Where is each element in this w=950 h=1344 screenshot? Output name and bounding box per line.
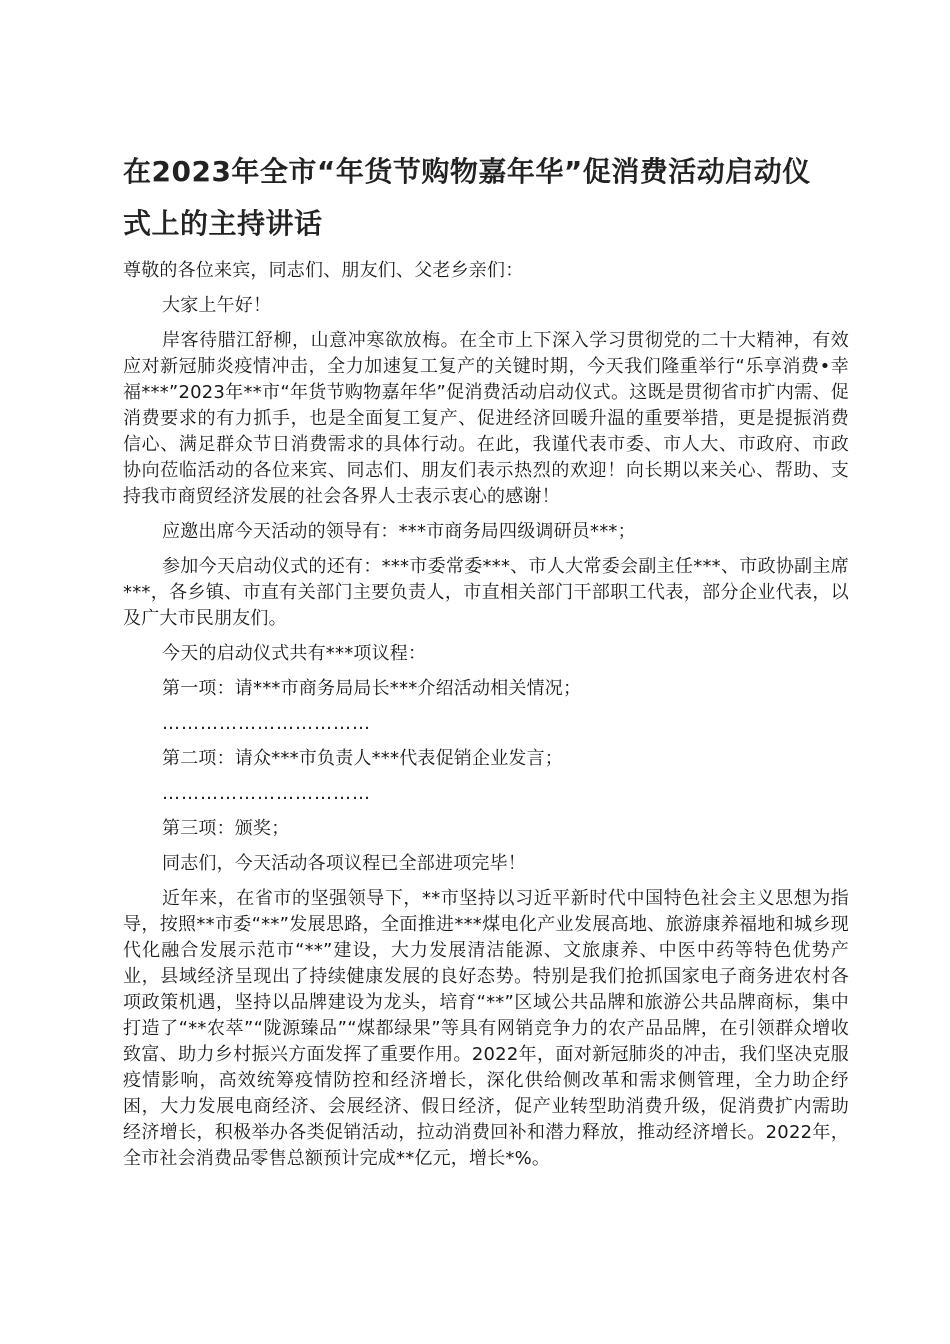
agenda-item-2: 第二项：请众***市负责人***代表促销企业发言； [162, 748, 563, 769]
agenda-complete-paragraph: 同志们，今天活动各项议程已全部进项完毕！ [162, 853, 526, 874]
agenda-item-1: 第一项：请***市商务局局长***介绍活动相关情况； [162, 678, 582, 699]
development-summary-paragraph: 近年来，在省市的坚强领导下，**市坚持以习近平新时代中国特色社会主义思想为指导，按照**市委“**”发展思路，全面推进***煤电化产业发展高地、旅游康养福地和城乡现代化融合发展示范市“**”建设，大力发展清洁能源、文旅康养、中医中药等特色优势产业，县域经济呈现出了持续健康发展的良好态势。特别是我们抢抓国家电子商务进农村各项政策机遇，坚持以品牌建设为龙头，培育“**”区域公共品牌和旅游公共品牌商标，集中打造了“**农萃”“陇源臻品”“煤都绿果”等具有网销竞争力的农产品品牌，在引领群众增收致富、助力乡村振兴方面发挥了重要作用。2022年，面对新冠肺炎的冲击，我们坚决克服疫情影响，高效统筹疫情防控和经济增长，深化供给侧改革和需求侧管理，全力助企纾困，大力发展电商经济、会展经济、假日经济，促产业转型助消费升级，促消费扩内需助经济增长，积极举办各类促销活动，拉动消费回补和潜力释放，推动经济增长。2022年，全市社会消费品零售总额预计完成**亿元，增长*%。 [123, 888, 849, 1169]
attending-leaders-paragraph: 应邀出席今天活动的领导有：***市商务局四级调研员***； [162, 521, 636, 542]
ellipsis-line-2: …………………………… [162, 783, 371, 804]
opening-paragraph: 岸客待腊江舒柳，山意冲寒欲放梅。在全市上下深入学习贯彻党的二十大精神，有效应对新冠肺炎疫情冲击，全力加速复工复产的关键时期，今天我们隆重举行“乐享消费•幸福***”2023年**市“年货节购物嘉年华”促消费活动启动仪式。这既是贯彻省市扩内需、促消费要求的有力抓手，也是全面复工复产、促进经济回暖升温的重要举措，更是提振消费信心、满足群众节日消费需求的具体行动。在此，我谨代表市委、市人大、市政府、市政协向莅临活动的各位来宾、同志们、朋友们表示热烈的欢迎！向长期以来关心、帮助、支持我市商贸经济发展的社会各界人士表示衷心的感谢！ [123, 330, 849, 507]
document-body [123, 258, 849, 1181]
document-title: 在2023年全市“年货节购物嘉年华”促消费活动启动仪式上的主持讲话 [123, 155, 811, 240]
attendees-paragraph: 参加今天启动仪式的还有：***市委常委***、市人大常委会副主任***、市政协副主席***，各乡镇、市直有关部门主要负责人，市直相关部门干部职工代表，部分企业代表，以及广大市民朋友们。 [123, 556, 849, 629]
ellipsis-line-1: …………………………… [162, 713, 371, 734]
greeting-paragraph: 大家上午好！ [162, 295, 272, 316]
agenda-intro-paragraph: 今天的启动仪式共有***项议程： [162, 643, 427, 664]
salutation: 尊敬的各位来宾，同志们、朋友们、父老乡亲们： [123, 260, 524, 281]
agenda-item-3: 第三项：颁奖； [162, 818, 290, 839]
